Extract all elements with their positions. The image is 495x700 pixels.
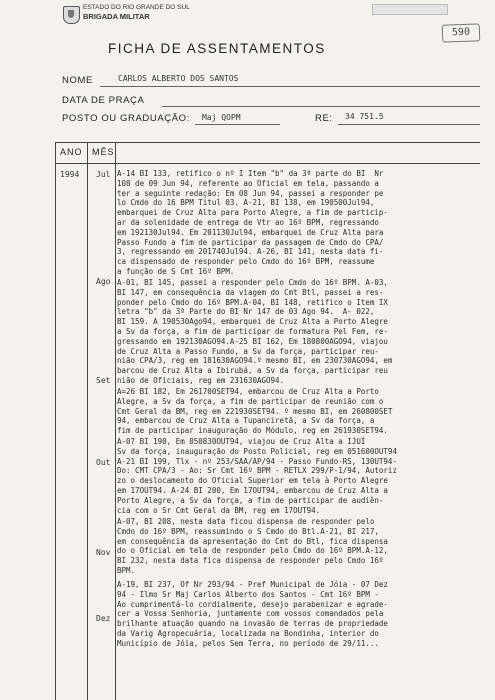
page-number-stamp: 590 [442,23,481,42]
entry-text: A-19, BI 237, Of Nr 293/94 - Pref Municipal de Jóia - 07 Dez 94 - Ilmo Sr Maj Carlos Alberto dos Santos - Cmt 16º BPM - Ao cumprimentá-lo cordialmente, desejo parabenizar e agrade- cer a Vossa Senhoria, juntamente com vossos comandados pela brilhante atuação quando na invasão de terras de propriedade da Varig Agropecuária, localizada na Bondinha, interior do Município de Jóia, pelos Sem Terra, no período de 29/11... [117,580,388,648]
month-cell: Dez [96,614,111,623]
posto-value: Maj QOPM [202,113,241,122]
month-cell: Out [96,458,111,467]
entry-text: A=26 BI 182, Em 261700SET94, embarcou de Cruz Alta a Porto Alegre, a Sv da força, a fim de participar de reunião com o Cmt Geral da BM, reg em 221930SET94. º mesmo BI, em 260800SET 94, embarcou de Cruz Alta a Tupanciretã, a Sv da força, a fim de participar inauguração do Módulo, reg em 261930SET94. [117,387,393,436]
entry-text: A-01, BI 145, passei a responder pelo Cmdo do 16º BPM. A-03, BI 147, em consequência da viagem do Cmt Btl, passei a res- ponder pelo Cmdo do 16º BPM.A-04, BI 148, retifico o Item IX letra "b" da 3ª Parte do BI Nr 147 de 03 Ago 94. A- 022, BI 159. A 190530Ago94, embarquei de Cruz Alta a Porto Alegre a Sv da força, a fim de participar de formatura Pel Fem, re- gressando em 192130AGO94.A-25 BI 162, Em 180800AGO94, viajou de Cruz Alta a Passo Fundo, a Sv da força, participar reu- nião CPA/3, reg em 181630AGO94.º mesmo BI, em 230730AGO94, em barcou de Cruz Alta a Ibirubá, a Sv da força, participar reu nião de Oficiais, reg em 231630AGO94. [117,278,393,385]
nome-underline [100,86,480,87]
entry-text: A-07, BI 208, nesta data ficou dispensa de responder pelo Cmdo do 16º BPM, reassumindo o S Cmdo do Btl.A-21, BI 217, em consequência da apresentação do Cmt do Btl, fica dispensa do o Oficial em tela de responder pelo Cmdo do 16º BPM.A-12, BI 232, nesta data fica dispensa de responder pelo Cmdo 16º BPM. [117,517,388,575]
month-cell: Set [96,376,111,385]
re-value: 34 751.5 [345,112,384,121]
state-crest-icon [63,6,80,24]
stamp-bar [372,4,448,15]
header-state-line: ESTADO DO RIO GRANDE DO SUL [83,4,190,11]
re-underline [338,124,480,125]
month-cell: Jul [96,170,111,179]
column-header-ano: ANO [60,147,83,157]
posto-label: POSTO OU GRADUAÇÃO: [62,113,190,124]
month-cell: Nov [96,548,111,557]
data-praca-underline [162,106,480,107]
nome-value: CARLOS ALBERTO DOS SANTOS [118,74,239,83]
page-title: FICHA DE ASSENTAMENTOS [108,41,326,56]
data-praca-label: DATA DE PRAÇA [62,95,145,106]
table-header-divider [55,163,480,164]
column-header-mes: MÊS [92,147,115,157]
table-year-divider [87,142,88,700]
entry-text: A-14 BI 133, retifico o nº I Item "b" da 3ª parte do BI Nr 108 de 09 Jun 94, referente ao Oficial em tela, passando a ter a seguinte redação: Em 08 Jun 94, passei a responder pe lo Cmdo do 16 BPM Titul 03. A-21, BI 138, em 190500Jul94, embarquei de Cruz Alta para Porto Alegre, a fim de particip- ar da solenidade de entrega de Vtr ao 16º BPM, regressando em 192130Jul94. Em 201130Jul94, embarquei de Cruz Alta para Passo Fundo a fim de participar da passagem de Cmdo do CPA/ 3, regressando em 201740Jul94. A-26, BI 141, nesta data fi- ca dispensado de responder pelo Cmdo do 16º BPM, reassume a função de S Cmt 16º BPM. [117,169,388,276]
re-label: RE: [315,113,333,124]
year-cell: 1994 [60,170,80,179]
table-month-divider [115,142,116,700]
entry-text: A-07 BI 190, Em 050830OUT94, viajou de Cruz Alta a IJUÍ Sv da força, inauguração do Posto Policial, reg em 051600OUT94 A-21 BI 199, Tlx - nº 253/SAA/AP/94 - Passo Fundo-RS, 130UT94- Do: CMT CPA/3 - Ao: Sr Cmt 16º BPM - RETLX 299/P-1/94, Autoriz zo o deslocamento do Oficial Superior em tela à Porto Alegre em 17OUT94. A-24 BI 200, Em 17OUT94, embarcou de Cruz Alta a Porto Alegre, a Sv da força, a fim de participar de audiên- cia com o Sr Cmt Geral da BM, reg em 17OUT94. [117,437,397,515]
table-left-border [55,142,56,700]
nome-label: NOME [62,75,93,86]
posto-underline [195,124,280,125]
month-cell: Ago [96,277,111,286]
table-top-border [55,142,480,143]
header-institution-line: BRIGADA MILITAR [83,12,150,21]
